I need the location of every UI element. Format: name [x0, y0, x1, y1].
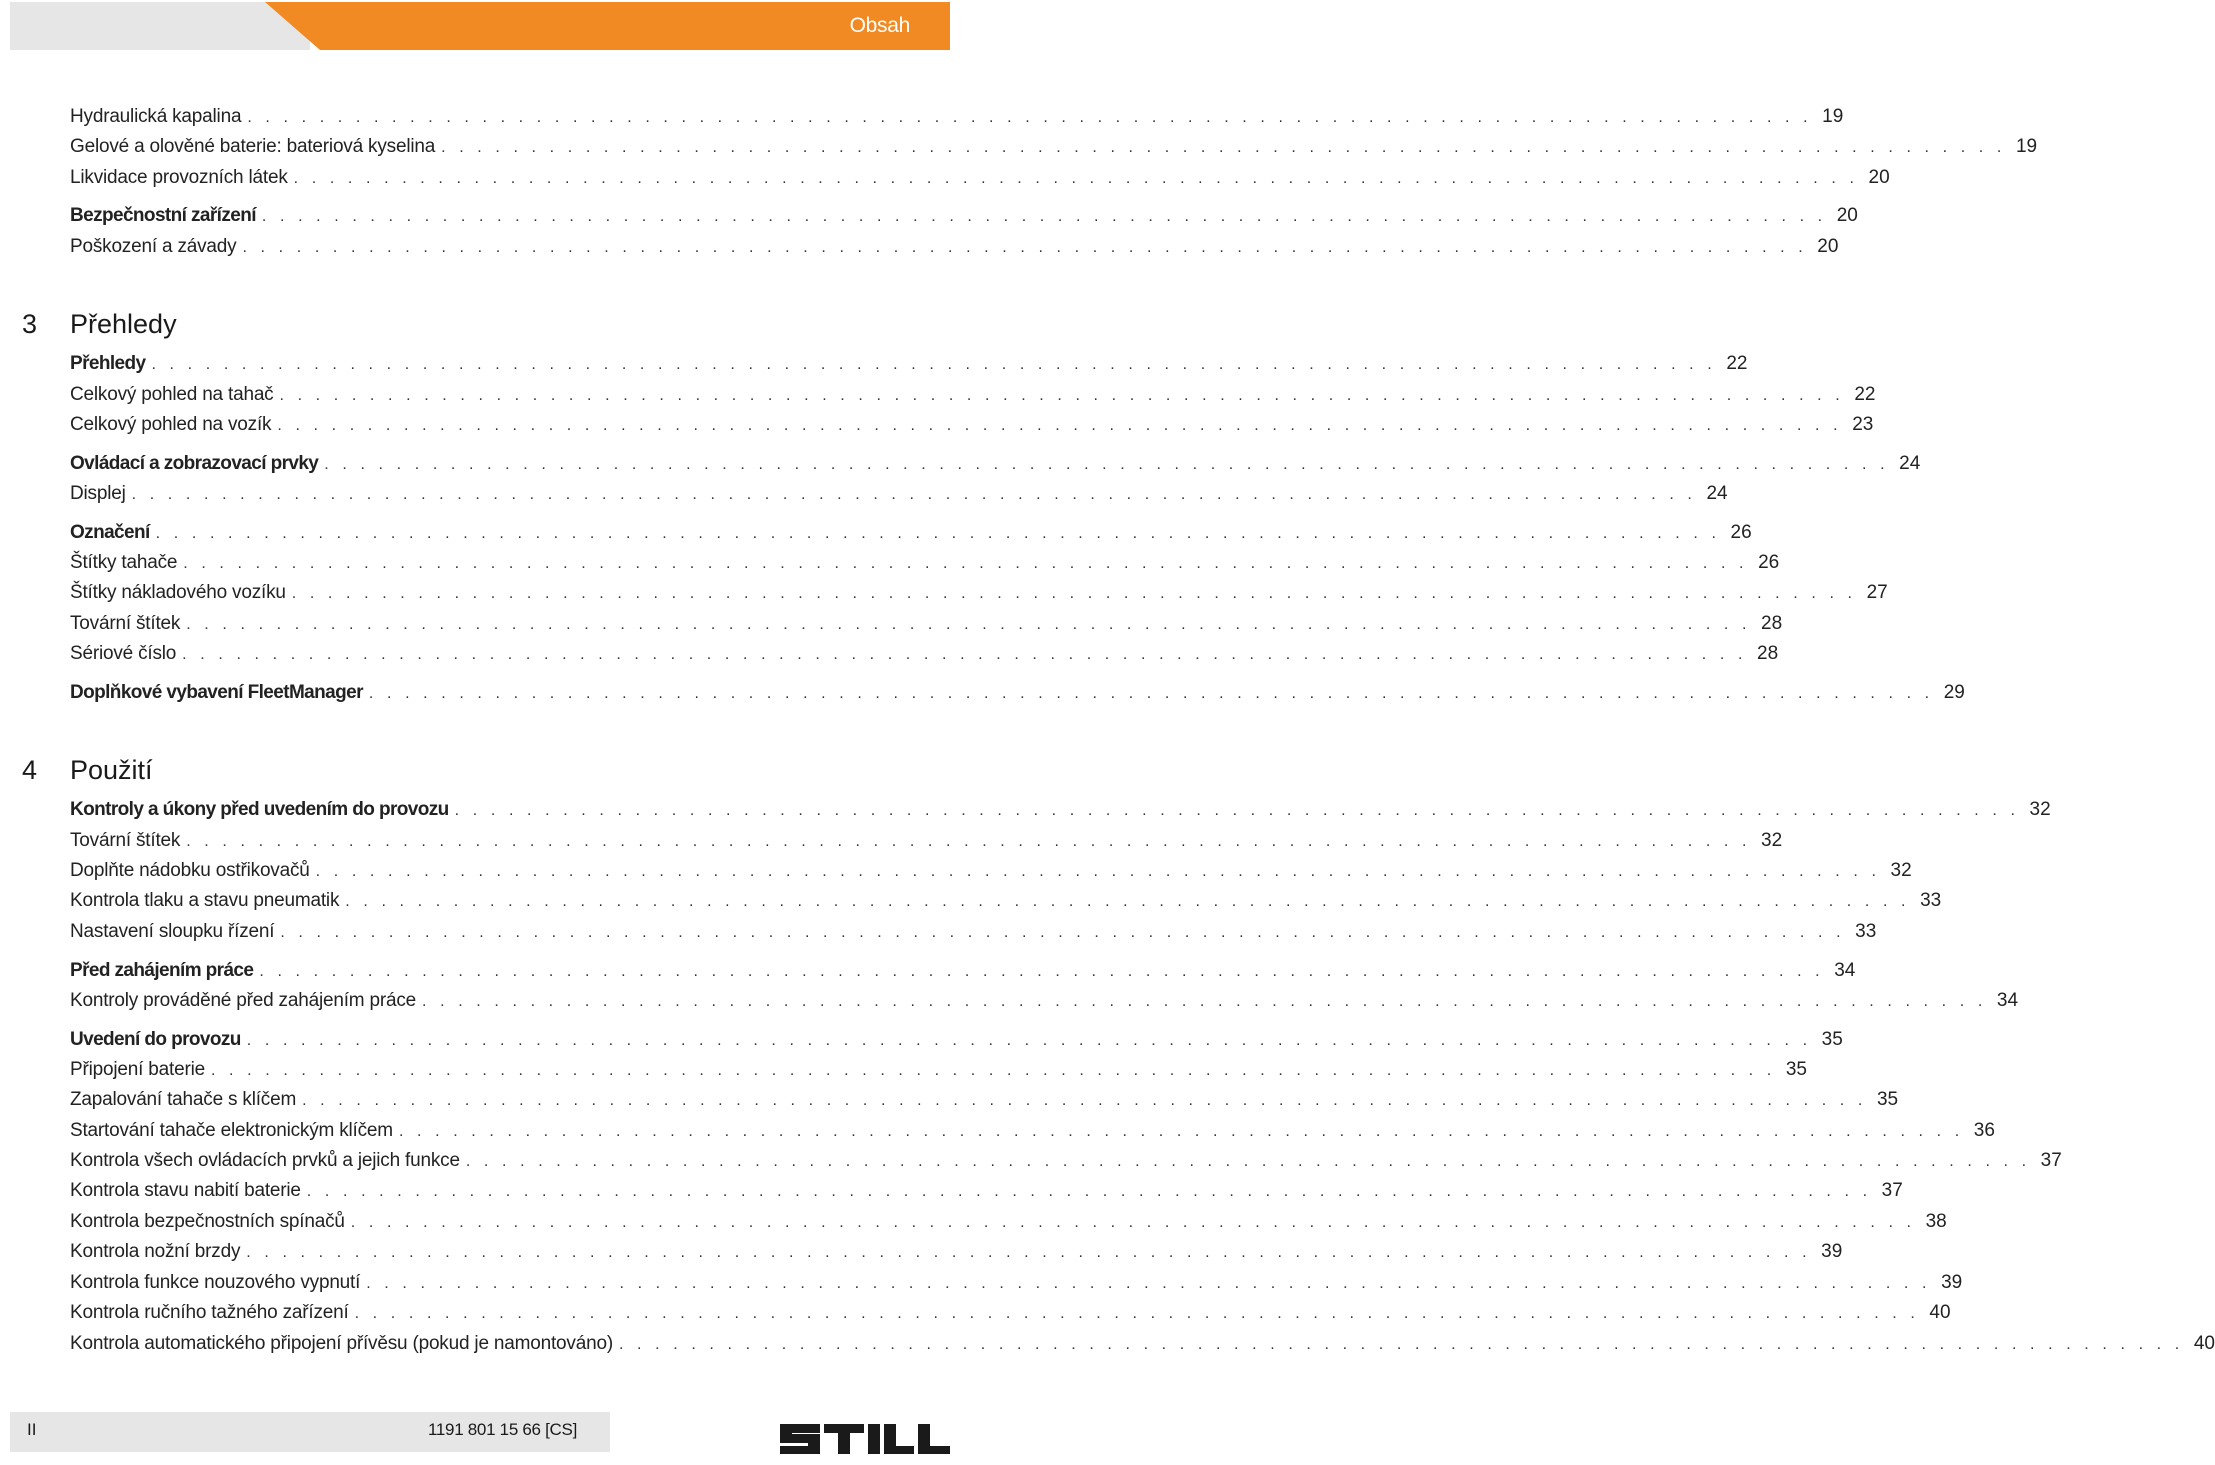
toc-entry-label: Doplňkové vybavení FleetManager [70, 682, 363, 703]
toc-entry[interactable] [70, 960, 1856, 986]
toc-entry-label: Likvidace provozních látek [70, 167, 288, 188]
chapter-heading [22, 309, 177, 341]
dot-leader: . . . . . . . . . . . . . . . . . . . . . . . . . . . . . . . . . . . . . . . . . . . . . . . . . . . . . . . . . . . . . . . . . . . . . . . . . . . . . . . . . . . . . . . [183, 555, 1749, 572]
toc-entry-page: 34 [1834, 960, 1856, 981]
toc-entry-page: 26 [1730, 522, 1752, 543]
toc-entry-label: Uvedení do provozu [70, 1029, 241, 1050]
dot-leader: . . . . . . . . . . . . . . . . . . . . . . . . . . . . . . . . . . . . . . . . . . . . . . . . . . . . . . . . . . . . . . . . . . . . . . . . . . . . . . . . . . . . . . . [302, 1092, 1867, 1109]
dot-leader: . . . . . . . . . . . . . . . . . . . . . . . . . . . . . . . . . . . . . . . . . . . . . . . . . . . . . . . . . . . . . . . . . . . . . . . . . . . . . . . . . . . . . . . [182, 646, 1748, 663]
dot-leader: . . . . . . . . . . . . . . . . . . . . . . . . . . . . . . . . . . . . . . . . . . . . . . . . . . . . . . . . . . . . . . . . . . . . . . . . . . . . . . . . . . . . . . . [354, 1305, 1920, 1322]
dot-leader: . . . . . . . . . . . . . . . . . . . . . . . . . . . . . . . . . . . . . . . . . . . . . . . . . . . . . . . . . . . . . . . . . . . . . . . . . . . . . . . . . . . . . . . [261, 208, 1827, 225]
toc-entry-label: Bezpečnostní zařízení [70, 205, 256, 226]
toc-entry-page: 29 [1943, 682, 1965, 703]
toc-entry-page: 20 [1836, 205, 1858, 226]
toc-entry-label: Označení [70, 522, 150, 543]
chapter-title: Přehledy [70, 309, 177, 339]
toc-entry[interactable] [70, 799, 2051, 825]
toc-entry-label: Kontroly prováděné před zahájením práce [70, 990, 417, 1011]
toc-entry-page: 33 [1920, 890, 1942, 911]
toc-entry-label: Displej [70, 483, 126, 504]
toc-entry[interactable] [70, 860, 1912, 886]
toc-entry-label: Gelové a olověné baterie: bateriová kyselina [70, 136, 436, 157]
toc-entry-page: 33 [1855, 921, 1877, 942]
toc-entry-page: 38 [1925, 1211, 1947, 1232]
toc-entry-label: Celkový pohled na tahač [70, 384, 274, 405]
dot-leader: . . . . . . . . . . . . . . . . . . . . . . . . . . . . . . . . . . . . . . . . . . . . . . . . . . . . . . . . . . . . . . . . . . . . . . . . . . . . . . . . . . . . . . . [454, 802, 2020, 819]
dot-leader: . . . . . . . . . . . . . . . . . . . . . . . . . . . . . . . . . . . . . . . . . . . . . . . . . . . . . . . . . . . . . . . . . . . . . . . . . . . . . . . . . . . . . . . [186, 833, 1752, 850]
dot-leader: . . . . . . . . . . . . . . . . . . . . . . . . . . . . . . . . . . . . . . . . . . . . . . . . . . . . . . . . . . . . . . . . . . . . . . . . . . . . . . . . . . . . . . . [259, 963, 1825, 980]
toc-entry[interactable] [70, 1150, 2062, 1176]
dot-leader: . . . . . . . . . . . . . . . . . . . . . . . . . . . . . . . . . . . . . . . . . . . . . . . . . . . . . . . . . . . . . . . . . . . . . . . . . . . . . . . . . . . . . . . [246, 1244, 1812, 1261]
toc-entry-page: 24 [1706, 483, 1728, 504]
dot-leader: . . . . . . . . . . . . . . . . . . . . . . . . . . . . . . . . . . . . . . . . . . . . . . . . . . . . . . . . . . . . . . . . . . . . . . . . . . . . . . . . . . . . . . . [345, 893, 1911, 910]
dot-leader: . . . . . . . . . . . . . . . . . . . . . . . . . . . . . . . . . . . . . . . . . . . . . . . . . . . . . . . . . . . . . . . . . . . . . . . . . . . . . . . . . . . . . . . [155, 525, 1721, 542]
document-number: 1191 801 15 66 [CS] [428, 1420, 577, 1439]
toc-entry-label: Kontrola automatického připojení přívěsu (pokud je namontováno) [70, 1333, 613, 1354]
dot-leader: . . . . . . . . . . . . . . . . . . . . . . . . . . . . . . . . . . . . . . . . . . . . . . . . . . . . . . . . . . . . . . . . . . . . . . . . . . . . . . . . . . . . . . . [306, 1183, 1872, 1200]
dot-leader: . . . . . . . . . . . . . . . . . . . . . . . . . . . . . . . . . . . . . . . . . . . . . . . . . . . . . . . . . . . . . . . . . . . . . . . . . . . . . . . . . . . . . . . [279, 387, 1845, 404]
toc-entry-label: Sériové číslo [70, 643, 177, 664]
dot-leader: . . . . . . . . . . . . . . . . . . . . . . . . . . . . . . . . . . . . . . . . . . . . . . . . . . . . . . . . . . . . . . . . . . . . . . . . . . . . . . . . . . . . . . . [324, 456, 1890, 473]
toc-entry-page: 39 [1941, 1272, 1963, 1293]
still-logo [780, 1420, 952, 1458]
toc-entry-label: Kontroly a úkony před uvedením do provozu [70, 799, 449, 820]
toc-entry[interactable] [70, 353, 1748, 379]
toc-entry[interactable] [70, 522, 1752, 548]
toc-entry[interactable] [70, 582, 1888, 608]
toc-entry-page: 35 [1876, 1089, 1899, 1110]
toc-entry-label: Tovární štítek [70, 830, 181, 851]
toc-entry[interactable] [70, 643, 1779, 669]
toc-entry[interactable] [70, 236, 1839, 262]
toc-entry-page: 19 [1822, 106, 1844, 127]
toc-entry[interactable] [70, 921, 1877, 947]
page-number: II [27, 1420, 37, 1439]
dot-leader: . . . . . . . . . . . . . . . . . . . . . . . . . . . . . . . . . . . . . . . . . . . . . . . . . . . . . . . . . . . . . . . . . . . . . . . . . . . . . . . . . . . . . . . [366, 1275, 1932, 1292]
toc-entry-page: 37 [2040, 1150, 2062, 1171]
toc-entry-page: 20 [1868, 167, 1890, 188]
toc-entry[interactable] [70, 1180, 1903, 1206]
toc-entry[interactable] [70, 453, 1921, 479]
toc-entry-label: Tovární štítek [70, 613, 181, 634]
toc-entry[interactable] [70, 136, 2038, 162]
toc-entry-page: 34 [1996, 990, 2019, 1011]
toc-entry-page: 32 [2029, 799, 2051, 820]
toc-entry[interactable] [70, 1211, 1947, 1237]
toc-entry-label: Ovládací a zobrazovací prvky [70, 453, 319, 474]
toc-entry[interactable] [70, 1272, 1963, 1298]
toc-entry-page: 22 [1726, 353, 1748, 374]
toc-entry-page: 40 [2193, 1333, 2215, 1354]
toc-entry[interactable] [70, 890, 1942, 916]
toc-entry-page: 32 [1761, 830, 1783, 851]
dot-leader: . . . . . . . . . . . . . . . . . . . . . . . . . . . . . . . . . . . . . . . . . . . . . . . . . . . . . . . . . . . . . . . . . . . . . . . . . . . . . . . . . . . . . . . [422, 993, 1987, 1010]
toc-entry-label: Celkový pohled na vozík [70, 414, 272, 435]
toc-entry[interactable] [70, 1029, 1843, 1055]
toc-entry-page: 23 [1852, 414, 1874, 435]
chapter-title: Použití [70, 755, 153, 785]
toc-entry-label: Nastavení sloupku řízení [70, 921, 275, 942]
dot-leader: . . . . . . . . . . . . . . . . . . . . . . . . . . . . . . . . . . . . . . . . . . . . . . . . . . . . . . . . . . . . . . . . . . . . . . . . . . . . . . . . . . . . . . . [186, 616, 1752, 633]
dot-leader: . . . . . . . . . . . . . . . . . . . . . . . . . . . . . . . . . . . . . . . . . . . . . . . . . . . . . . . . . . . . . . . . . . . . . . . . . . . . . . . . . . . . . . . [280, 924, 1846, 941]
toc-entry[interactable] [70, 205, 1858, 231]
toc-entry[interactable] [70, 1120, 1995, 1146]
toc-entry-page: 19 [2015, 136, 2038, 157]
toc-entry[interactable] [70, 1302, 1951, 1328]
dot-leader: . . . . . . . . . . . . . . . . . . . . . . . . . . . . . . . . . . . . . . . . . . . . . . . . . . . . . . . . . . . . . . . . . . . . . . . . . . . . . . . . . . . . . . . [398, 1123, 1964, 1140]
toc-entry[interactable] [70, 613, 1783, 639]
toc-entry[interactable] [70, 990, 2019, 1016]
toc-entry[interactable] [70, 830, 1783, 856]
toc-entry-page: 32 [1890, 860, 1912, 881]
toc-entry[interactable] [70, 1059, 1807, 1085]
toc-entry-page: 28 [1761, 613, 1783, 634]
toc-entry-label: Kontrola všech ovládacích prvků a jejich funkce [70, 1150, 460, 1171]
toc-entry-label: Hydraulická kapalina [70, 106, 242, 127]
dot-leader: . . . . . . . . . . . . . . . . . . . . . . . . . . . . . . . . . . . . . . . . . . . . . . . . . . . . . . . . . . . . . . . . . . . . . . . . . . . . . . . . . . . . . . . [293, 170, 1859, 187]
toc-entry-label: Připojení baterie [70, 1059, 205, 1080]
toc-entry-page: 26 [1758, 552, 1780, 573]
dot-leader: . . . . . . . . . . . . . . . . . . . . . . . . . . . . . . . . . . . . . . . . . . . . . . . . . . . . . . . . . . . . . . . . . . . . . . . . . . . . . . . . . . . . . . . [242, 239, 1808, 256]
header-bar-gray [10, 2, 310, 50]
dot-leader: . . . . . . . . . . . . . . . . . . . . . . . . . . . . . . . . . . . . . . . . . . . . . . . . . . . . . . . . . . . . . . . . . . . . . . . . . . . . . . . . . . . . . . . [151, 356, 1717, 373]
chapter-heading [22, 755, 153, 787]
toc-entry-label: Kontrola ručního tažného zařízení [70, 1302, 349, 1323]
header-bar-orange [265, 2, 950, 50]
toc-entry-label: Doplňte nádobku ostřikovačů [70, 860, 310, 881]
toc-entry[interactable] [70, 483, 1728, 509]
dot-leader: . . . . . . . . . . . . . . . . . . . . . . . . . . . . . . . . . . . . . . . . . . . . . . . . . . . . . . . . . . . . . . . . . . . . . . . . . . . . . . . . . . . . . . . [368, 685, 1934, 702]
toc-entry-label: Kontrola funkce nouzového vypnutí [70, 1272, 361, 1293]
toc-entry-label: Kontrola bezpečnostních spínačů [70, 1211, 345, 1232]
toc-entry[interactable] [70, 552, 1780, 578]
toc-entry-label: Kontrola tlaku a stavu pneumatik [70, 890, 340, 911]
dot-leader: . . . . . . . . . . . . . . . . . . . . . . . . . . . . . . . . . . . . . . . . . . . . . . . . . . . . . . . . . . . . . . . . . . . . . . . . . . . . . . . . . . . . . . . [618, 1336, 2184, 1353]
toc-entry-page: 36 [1973, 1120, 1995, 1141]
toc-entry-page: 27 [1866, 582, 1888, 603]
dot-leader: . . . . . . . . . . . . . . . . . . . . . . . . . . . . . . . . . . . . . . . . . . . . . . . . . . . . . . . . . . . . . . . . . . . . . . . . . . . . . . . . . . . . . . . [441, 139, 2006, 156]
dot-leader: . . . . . . . . . . . . . . . . . . . . . . . . . . . . . . . . . . . . . . . . . . . . . . . . . . . . . . . . . . . . . . . . . . . . . . . . . . . . . . . . . . . . . . . [131, 486, 1697, 503]
toc-entry-page: 28 [1757, 643, 1779, 664]
dot-leader: . . . . . . . . . . . . . . . . . . . . . . . . . . . . . . . . . . . . . . . . . . . . . . . . . . . . . . . . . . . . . . . . . . . . . . . . . . . . . . . . . . . . . . . [277, 417, 1843, 434]
dot-leader: . . . . . . . . . . . . . . . . . . . . . . . . . . . . . . . . . . . . . . . . . . . . . . . . . . . . . . . . . . . . . . . . . . . . . . . . . . . . . . . . . . . . . . . [291, 585, 1857, 602]
toc-entry-label: Startování tahače elektronickým klíčem [70, 1120, 393, 1141]
dot-leader: . . . . . . . . . . . . . . . . . . . . . . . . . . . . . . . . . . . . . . . . . . . . . . . . . . . . . . . . . . . . . . . . . . . . . . . . . . . . . . . . . . . . . . . [315, 863, 1881, 880]
toc-entry-page: 24 [1899, 453, 1921, 474]
toc-entry[interactable] [70, 106, 1844, 132]
toc-entry-label: Přehledy [70, 353, 146, 374]
toc-entry-page: 35 [1821, 1029, 1843, 1050]
toc-entry-label: Kontrola stavu nabití baterie [70, 1180, 301, 1201]
toc-entry-label: Štítky nákladového vozíku [70, 582, 286, 603]
toc-entry-page: 20 [1817, 236, 1839, 257]
toc-entry[interactable] [70, 1089, 1899, 1115]
dot-leader: . . . . . . . . . . . . . . . . . . . . . . . . . . . . . . . . . . . . . . . . . . . . . . . . . . . . . . . . . . . . . . . . . . . . . . . . . . . . . . . . . . . . . . . [247, 109, 1813, 126]
toc-entry-label: Kontrola nožní brzdy [70, 1241, 241, 1262]
toc-entry[interactable] [70, 1333, 2215, 1359]
toc-entry-label: Štítky tahače [70, 552, 178, 573]
toc-entry[interactable] [70, 167, 1890, 193]
chapter-number: 4 [22, 755, 38, 785]
dot-leader: . . . . . . . . . . . . . . . . . . . . . . . . . . . . . . . . . . . . . . . . . . . . . . . . . . . . . . . . . . . . . . . . . . . . . . . . . . . . . . . . . . . . . . . [246, 1032, 1812, 1049]
toc-entry-page: 22 [1854, 384, 1876, 405]
page-title: Obsah [849, 14, 910, 37]
chapter-number: 3 [22, 309, 38, 339]
toc-entry-page: 40 [1929, 1302, 1951, 1323]
toc-entry-label: Zapalování tahače s klíčem [70, 1089, 297, 1110]
toc-entry-page: 35 [1785, 1059, 1807, 1080]
toc-entry[interactable] [70, 414, 1874, 440]
toc-entry-page: 39 [1821, 1241, 1843, 1262]
dot-leader: . . . . . . . . . . . . . . . . . . . . . . . . . . . . . . . . . . . . . . . . . . . . . . . . . . . . . . . . . . . . . . . . . . . . . . . . . . . . . . . . . . . . . . . [465, 1153, 2031, 1170]
toc-entry-page: 37 [1881, 1180, 1903, 1201]
dot-leader: . . . . . . . . . . . . . . . . . . . . . . . . . . . . . . . . . . . . . . . . . . . . . . . . . . . . . . . . . . . . . . . . . . . . . . . . . . . . . . . . . . . . . . . [350, 1214, 1916, 1231]
toc-entry[interactable] [70, 384, 1876, 410]
toc-entry[interactable] [70, 1241, 1843, 1267]
toc-entry[interactable] [70, 682, 1965, 708]
toc-entry-label: Poškození a závady [70, 236, 237, 257]
toc-entry-label: Před zahájením práce [70, 960, 254, 981]
dot-leader: . . . . . . . . . . . . . . . . . . . . . . . . . . . . . . . . . . . . . . . . . . . . . . . . . . . . . . . . . . . . . . . . . . . . . . . . . . . . . . . . . . . . . . . [210, 1062, 1776, 1079]
